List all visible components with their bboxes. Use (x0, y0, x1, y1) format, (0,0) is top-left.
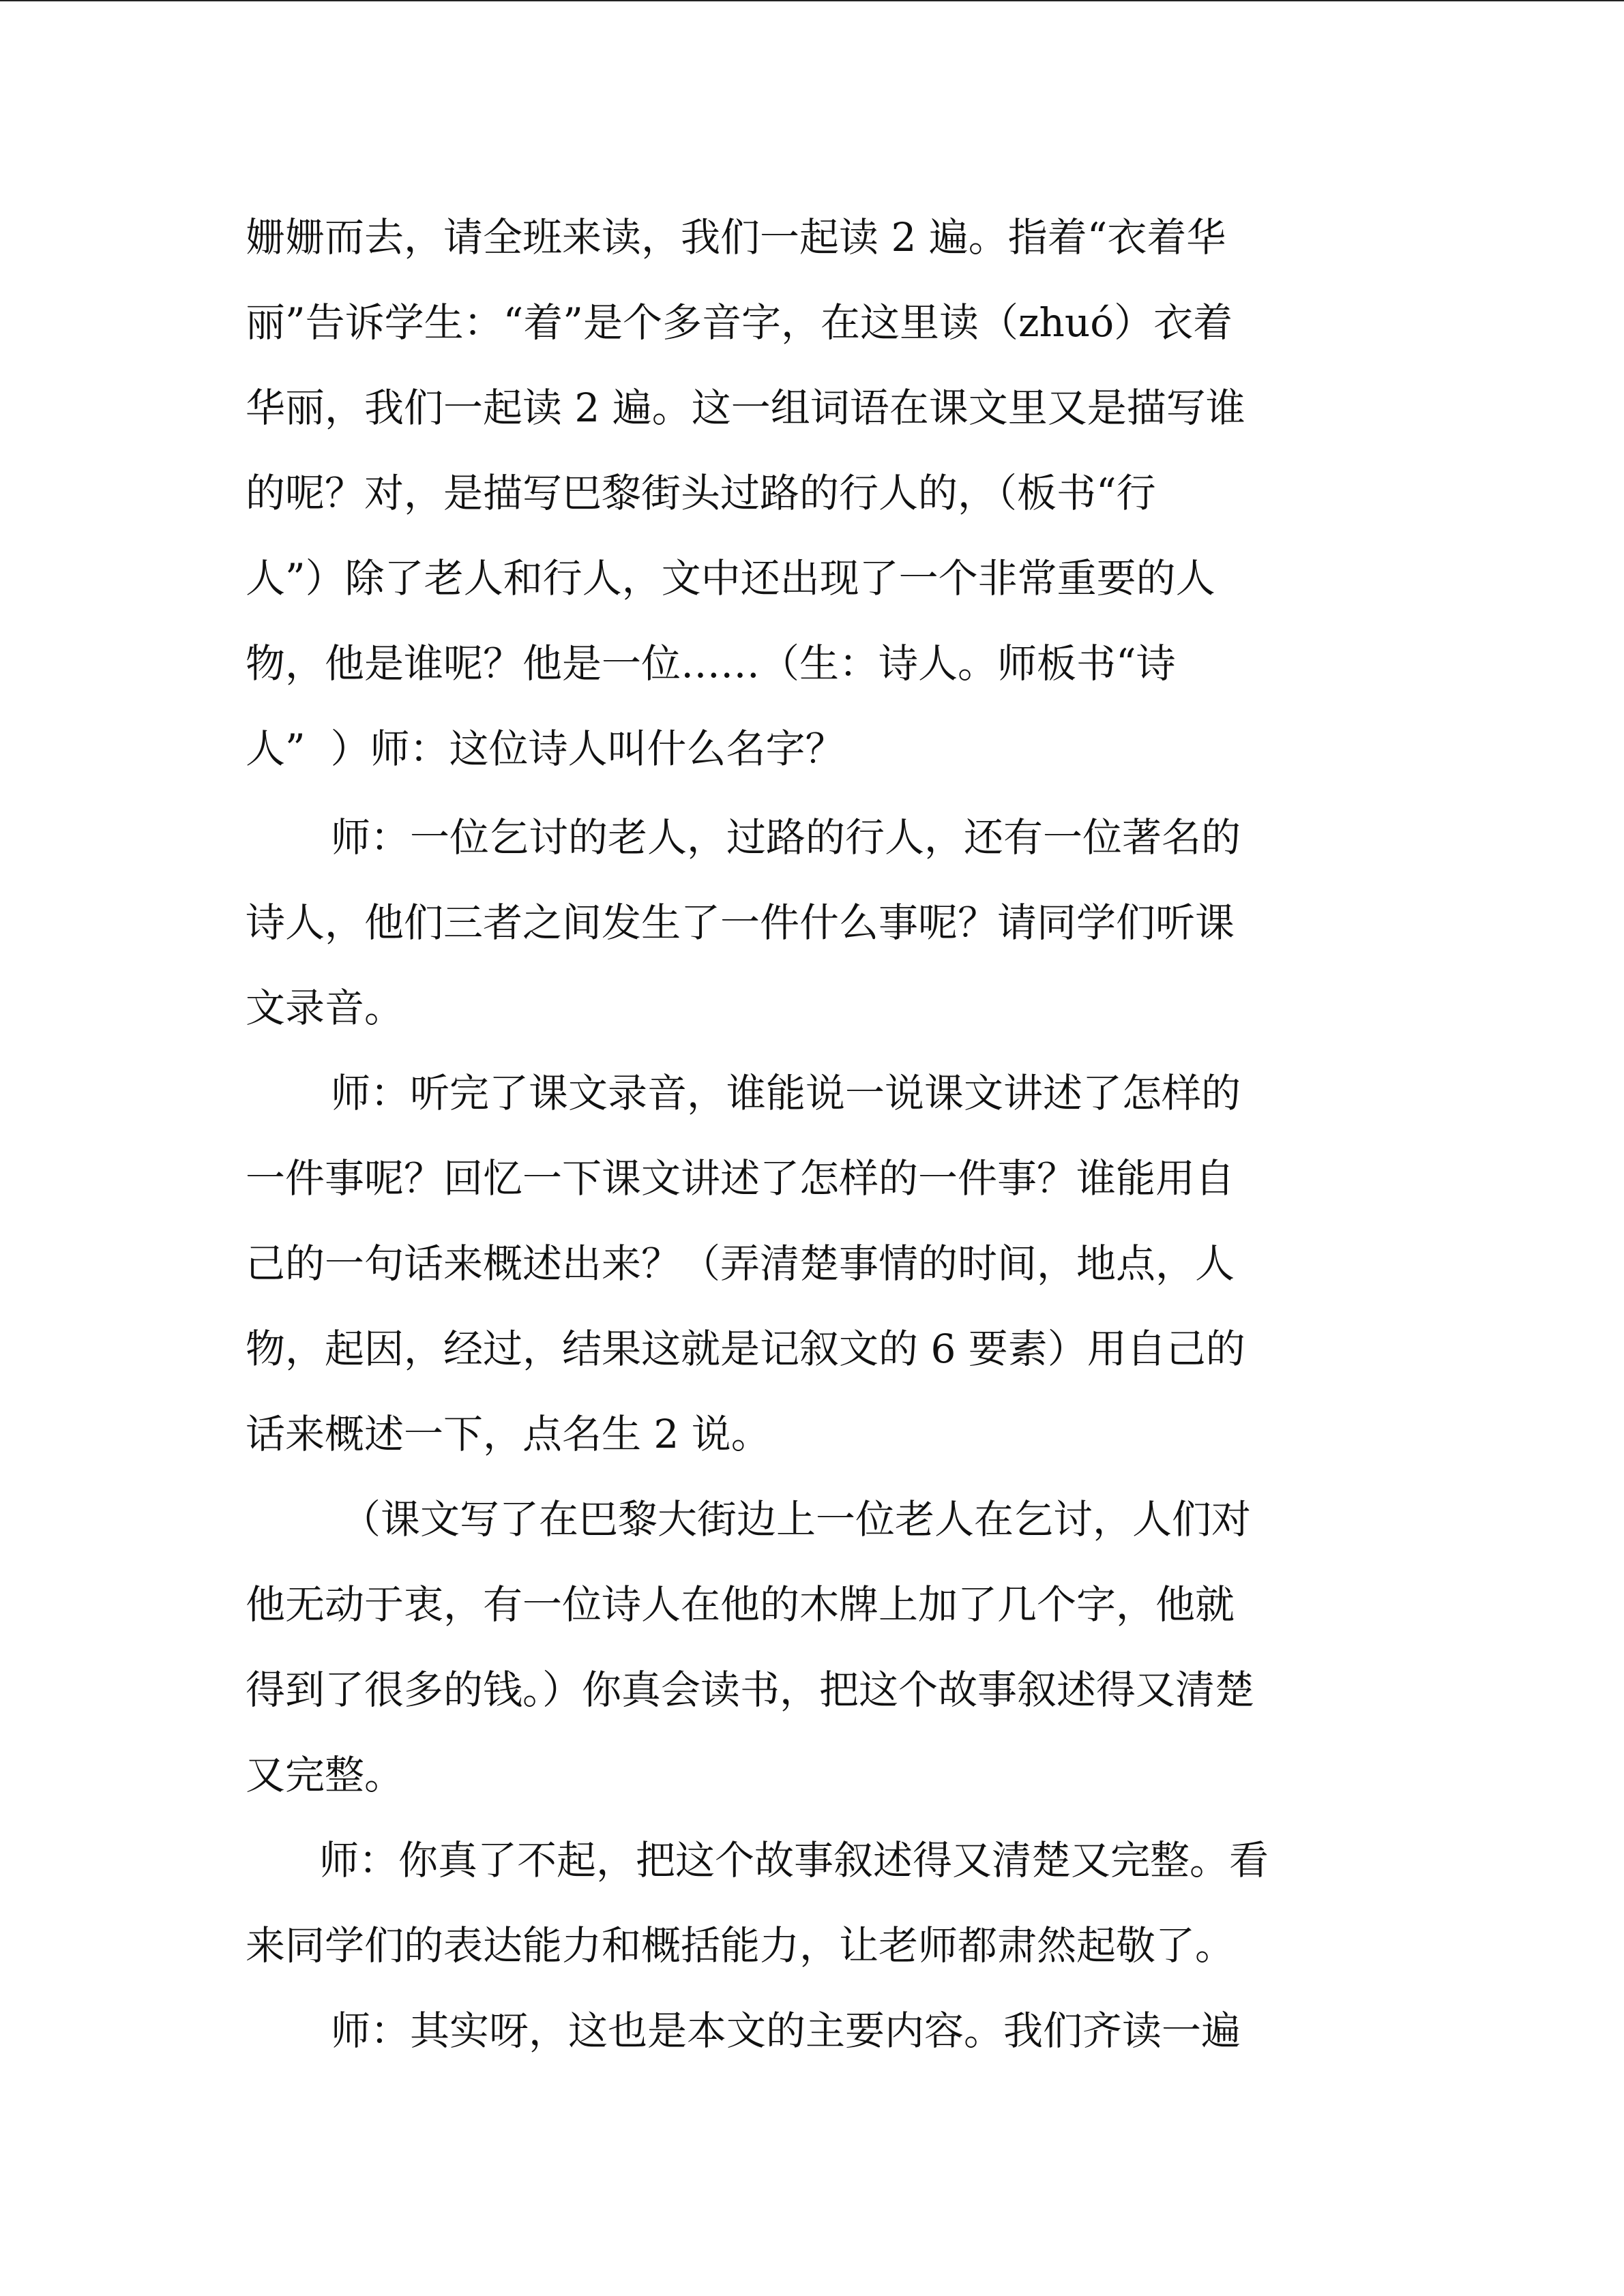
text-line: 人”）除了老人和行人，文中还出现了一个非常重要的人 (246, 555, 1215, 601)
page-top-border (0, 0, 1624, 1)
text-line: 又完整。 (246, 1752, 404, 1798)
text-line: 诗人，他们三者之间发生了一件什么事呢？请同学们听课 (246, 899, 1235, 946)
text-line: 文录音。 (246, 985, 404, 1031)
text-line: 物，起因，经过，结果这就是记叙文的 6 要素）用自己的 (246, 1326, 1245, 1372)
text-line: 的呢？对，是描写巴黎街头过路的行人的，（板书“行 (246, 470, 1156, 516)
text-line: 一件事呢？回忆一下课文讲述了怎样的一件事？谁能用自 (246, 1155, 1235, 1202)
text-line: 华丽，我们一起读 2 遍。这一组词语在课文里又是描写谁 (246, 385, 1245, 431)
text-line: 己的一句话来概述出来？（弄清楚事情的时间，地点，人 (246, 1240, 1235, 1287)
text-line: 丽”告诉学生：“着”是个多音字，在这里读（zhuó）衣着 (246, 299, 1233, 346)
text-line: 姗姗而去，请全班来读，我们一起读 2 遍。指着“衣着华 (246, 214, 1226, 260)
paragraph-start-line: 师：一位乞讨的老人，过路的行人，还有一位著名的 (331, 814, 1241, 861)
text-line: 得到了很多的钱。）你真会读书，把这个故事叙述得又清楚 (246, 1667, 1255, 1713)
text-line: 人” ）师：这位诗人叫什么名字？ (246, 726, 845, 772)
text-line: 物，他是谁呢？他是一位……（生：诗人。师板书“诗 (246, 640, 1176, 687)
text-line: 来同学们的表达能力和概括能力，让老师都肃然起敬了。 (246, 1922, 1235, 1969)
paragraph-start-line: （课文写了在巴黎大街边上一位老人在乞讨，人们对 (341, 1496, 1252, 1542)
text-line: 话来概述一下，点名生 2 说。 (246, 1411, 771, 1457)
paragraph-start-line: 师：你真了不起，把这个故事叙述得又清楚又完整。看 (319, 1837, 1269, 1883)
paragraph-start-line: 师：听完了课文录音，谁能说一说课文讲述了怎样的 (331, 1070, 1241, 1116)
paragraph-start-line: 师：其实呀，这也是本文的主要内容。我们齐读一遍 (331, 2008, 1241, 2054)
text-line: 他无动于衷，有一位诗人在他的木牌上加了几个字，他就 (246, 1581, 1235, 1628)
